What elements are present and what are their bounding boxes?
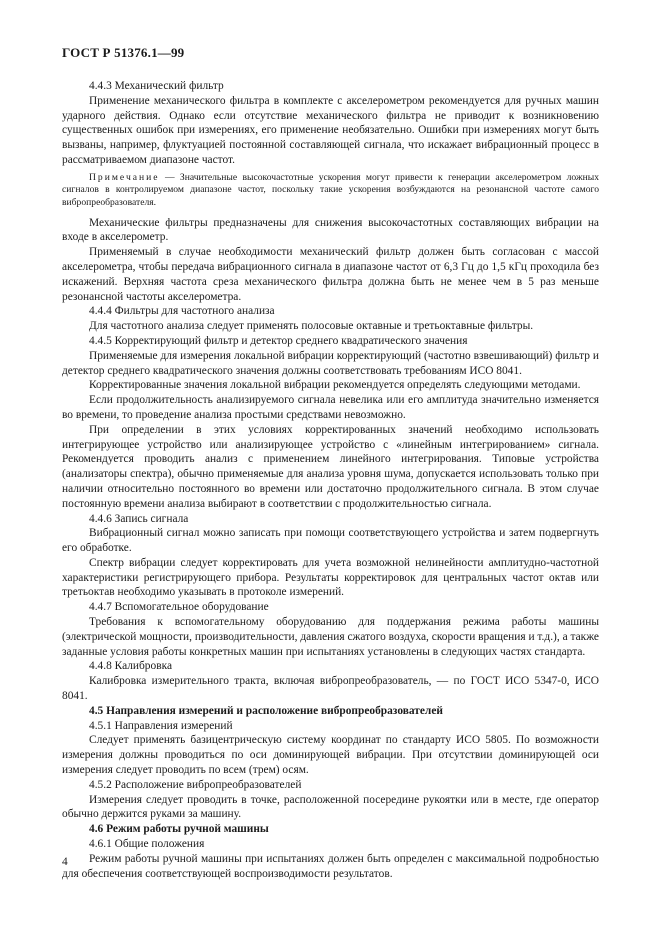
document-header: ГОСТ Р 51376.1—99 xyxy=(62,45,185,60)
page-number: 4 xyxy=(62,856,68,868)
section-heading-4-5: 4.5 Направления измерений и расположение вибропреобразователей xyxy=(89,704,443,717)
section-heading-4-4-4: 4.4.4 Фильтры для частотного анализа xyxy=(89,305,275,318)
section-heading-4-6-1: 4.6.1 Общие положения xyxy=(89,838,205,851)
section-heading-4-4-6: 4.4.6 Запись сигнала xyxy=(89,512,189,525)
paragraph: Измерения следует проводить в точке, расположенной посередине рукоятки или в месте, где оператор обычно держится руками за машину. xyxy=(62,793,599,821)
paragraph: Механические фильтры предназначены для снижения высокочастотных составляющих вибрации на входе в акселерометр. xyxy=(62,216,599,244)
document-body xyxy=(62,79,599,881)
section-heading-4-5-2: 4.5.2 Расположение вибропреобразователей xyxy=(89,778,302,791)
paragraph: Если продолжительность анализируемого сигнала невелика или его амплитуда значительно изменяется во времени, то проведение анализа простыми средствами невозможно. xyxy=(62,394,599,421)
paragraph: Корректированные значения локальной вибрации рекомендуется определять следующими методами. xyxy=(89,379,581,392)
paragraph: Применение механического фильтра в комплекте с акселерометром рекомендуется для ручных машин ударного действия. Однако если отсутствие механического фильтра не приводит к возникновению существенных ошибок при измерениях, его применение необязательно. Ошибки при измерениях могут быть вызваны, например, флуктуацией постоянной составляющей сигнала, что искажает вибрационный процесс в рассматриваемом диапазоне частот. xyxy=(62,94,599,166)
paragraph: Калибровка измерительного тракта, включая вибропреобразователь, — по ГОСТ ИСО 5347-0, ИСО 8041. xyxy=(62,675,599,703)
paragraph: Требования к вспомогательному оборудованию для поддержания режима работы машины (электрической мощности, производительности, давления сжатого воздуха, скорости вращения и т.д.), а также заданные условия работы конкретных машин при испытаниях установлены в следующих частях стандарта. xyxy=(62,616,599,658)
section-heading-4-6: 4.6 Режим работы ручной машины xyxy=(89,823,269,836)
note-text: — Значительные высокочастотные ускорения могут привести к генерации акселерометром ложных сигналов в контролируемом диапазоне частот, поскольку такие ускорения возбуждаются на резонансной частоте самого вибропреобразователя. xyxy=(62,171,599,208)
section-heading-4-4-8: 4.4.8 Калибровка xyxy=(89,660,172,673)
note-label: Примечание xyxy=(89,171,160,183)
note xyxy=(62,172,599,210)
section-heading-4-5-1: 4.5.1 Направления измерений xyxy=(89,719,233,732)
section-heading-4-4-3: 4.4.3 Механический фильтр xyxy=(89,80,224,92)
paragraph: Режим работы ручной машины при испытаниях должен быть определен с максимальной подробностью для обеспечения соответствующей воспроизводимости результатов. xyxy=(62,852,599,880)
paragraph: Спектр вибрации следует корректировать для учета возможной нелинейности амплитудно-частотной характеристики регистрирующего прибора. Результаты корректировок для центральных частот октав или третьоктав необходимо указывать в протоколе измерений. xyxy=(62,556,599,599)
section-heading-4-4-5: 4.4.5 Корректирующий фильтр и детектор среднего квадратического значения xyxy=(89,334,468,347)
paragraph: Применяемый в случае необходимости механический фильтр должен быть согласован с массой акселерометра, чтобы передача вибрационного сигнала в диапазоне частот от 6,3 Гц до 1,5 кГц проходила без искажений. Верхняя частота среза механического фильтра должна быть не менее чем в 5 раз меньше резонансной частоты акселерометра. xyxy=(62,246,599,303)
paragraph: При определении в этих условиях корректированных значений необходимо использовать интегрирующее устройство или анализирующее устройство с «линейным интегрированием» сигнала. Рекомендуется проводить анализ с применением линейного интегрирования. Типовые устройства (анализаторы спектра), обычно применяемые для анализа уровня шума, допускается использовать только при наличии относительно постоянного во времени или достаточно продолжительного сигнала. В этом случае постоянную времени анализа выбирают в соответствии с продолжительностью сигнала. xyxy=(62,423,599,510)
paragraph: Для частотного анализа следует применять полосовые октавные и третьоктавные фильтры. xyxy=(89,320,534,333)
paragraph: Применяемые для измерения локальной вибрации корректирующий (частотно взвешивающий) фильтр и детектор среднего квадратического значения должны соответствовать требованиям ИСО 8041. xyxy=(62,349,599,377)
section-heading-4-4-7: 4.4.7 Вспомогательное оборудование xyxy=(89,601,269,614)
paragraph: Следует применять базицентрическую систему координат по стандарту ИСО 5805. По возможности измерения должны проводиться по оси доминирующей вибрации. При отсутствии доминирующей оси измерения следует проводить по всем (трем) осям. xyxy=(62,734,599,777)
paragraph: Вибрационный сигнал можно записать при помощи соответствующего устройства и затем подвергнуть его обработке. xyxy=(62,527,599,555)
